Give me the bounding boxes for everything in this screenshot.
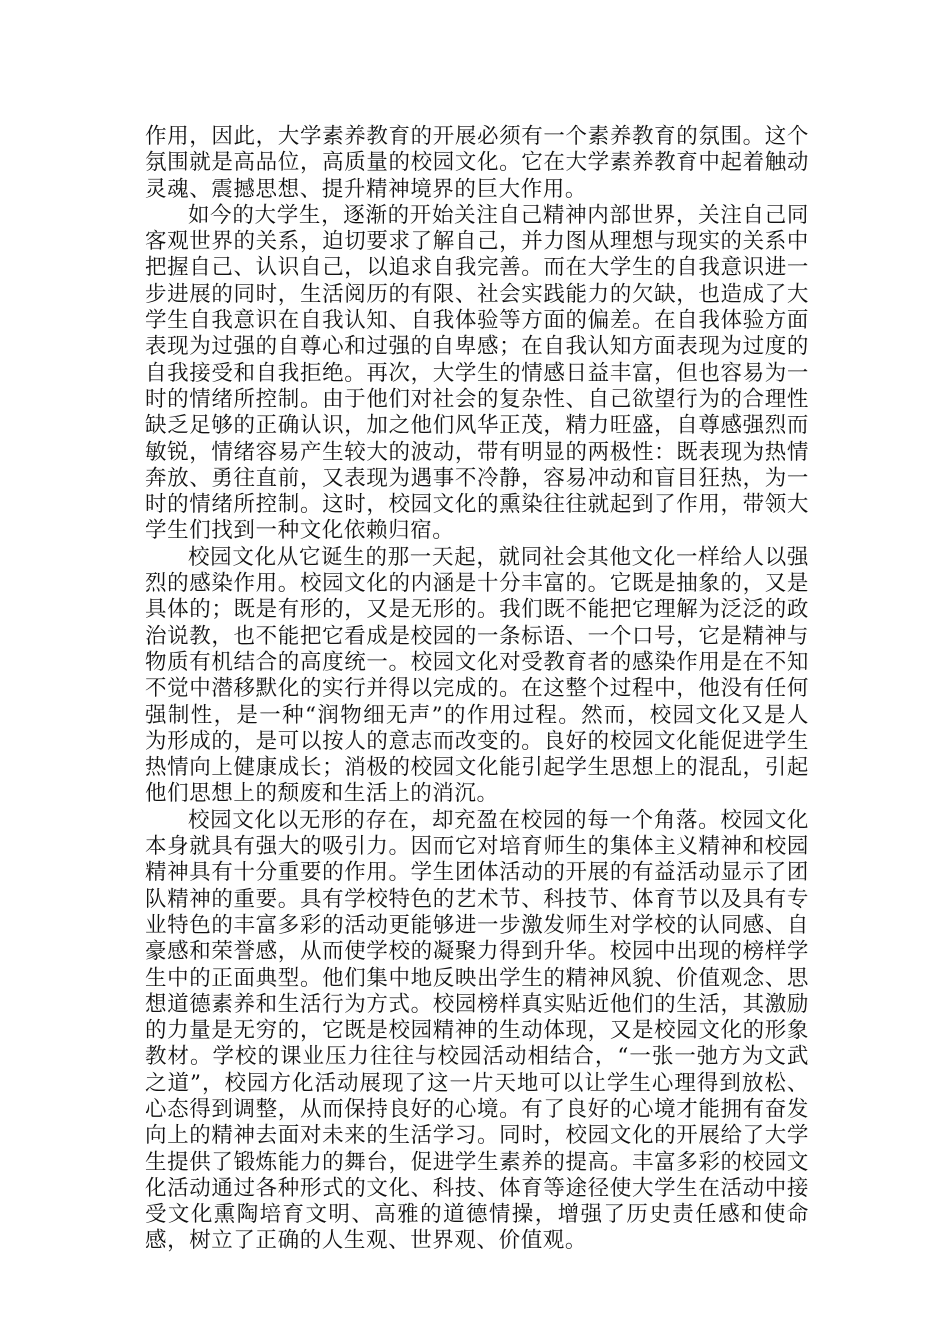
paragraph-4: 校园文化以无形的存在，却充盈在校园的每一个角落。校园文化本身就具有强大的吸引力。因而它对培育师生的集体主义精神和校园精神具有十分重要的作用。学生团体活动的开展的有益活动显示了团队精神的重要。具有学校特色的艺术节、科技节、体育节以及具有专业特色的丰富多彩的活动更能够进一步激发师生对学校的认同感、自豪感和荣誉感，从而使学校的凝聚力得到升华。校园中出现的榜样学生中的正面典型。他们集中地反映出学生的精神风貌、价值观念、思想道德素养和生活行为方式。校园榜样真实贴近他们的生活，其激励的力量是无穷的，它既是校园精神的生动体现，又是校园文化的形象教材。学校的课业压力往往与校园活动相结合，“一张一弛方为文武之道”，校园方化活动展现了这一片天地可以让学生心理得到放松、心态得到调整，从而保持良好的心境。有了良好的心境才能拥有奋发向上的精神去面对未来的生活学习。同时，校园文化的开展给了大学生提供了锻炼能力的舞台，促进学生素养的提高。丰富多彩的校园文化活动通过各种形式的文化、科技、体育等途径使大学生在活动中接受文化熏陶培育文明、高雅的道德情操，增强了历史责任感和使命感，树立了正确的人生观、世界观、价值观。 xyxy=(145,807,809,1254)
paragraph-1: 作用，因此，大学素养教育的开展必须有一个素养教育的氛围。这个氛围就是高品位，高质量的校园文化。它在大学素养教育中起着触动灵魂、震撼思想、提升精神境界的巨大作用。 xyxy=(145,124,809,202)
paragraph-2: 如今的大学生，逐渐的开始关注自己精神内部世界，关注自己同客观世界的关系，迫切要求了解自己，并力图从理想与现实的关系中把握自己、认识自己，以追求自我完善。而在大学生的自我意识进一步进展的同时，生活阅历的有限、社会实践能力的欠缺，也造成了大学生自我意识在自我认知、自我体验等方面的偏差。在自我体验方面表现为过强的自尊心和过强的自卑感；在自我认知方面表现为过度的自我接受和自我拒绝。再次，大学生的情感日益丰富，但也容易为一时的情绪所控制。由于他们对社会的复杂性、自己欲望行为的合理性缺乏足够的正确认识，加之他们风华正茂，精力旺盛，自尊感强烈而敏锐，情绪容易产生较大的波动，带有明显的两极性：既表现为热情奔放、勇往直前，又表现为遇事不冷静，容易冲动和盲目狂热，为一时的情绪所控制。这时，校园文化的熏染往往就起到了作用，带领大学生们找到一种文化依赖归宿。 xyxy=(145,202,809,544)
document-body xyxy=(145,124,809,1255)
paragraph-3: 校园文化从它诞生的那一天起，就同社会其他文化一样给人以强烈的感染作用。校园文化的内涵是十分丰富的。它既是抽象的，又是具体的；既是有形的，又是无形的。我们既不能把它理解为泛泛的政治说教，也不能把它看成是校园的一条标语、一个口号，它是精神与物质有机结合的高度统一。校园文化对受教育者的感染作用是在不知不觉中潜移默化的实行并得以完成的。在这整个过程中，他没有任何强制性，是一种“润物细无声”的作用过程。然而，校园文化又是人为形成的，是可以按人的意志而改变的。良好的校园文化能促进学生热情向上健康成长；消极的校园文化能引起学生思想上的混乱，引起他们思想上的颓废和生活上的消沉。 xyxy=(145,544,809,807)
